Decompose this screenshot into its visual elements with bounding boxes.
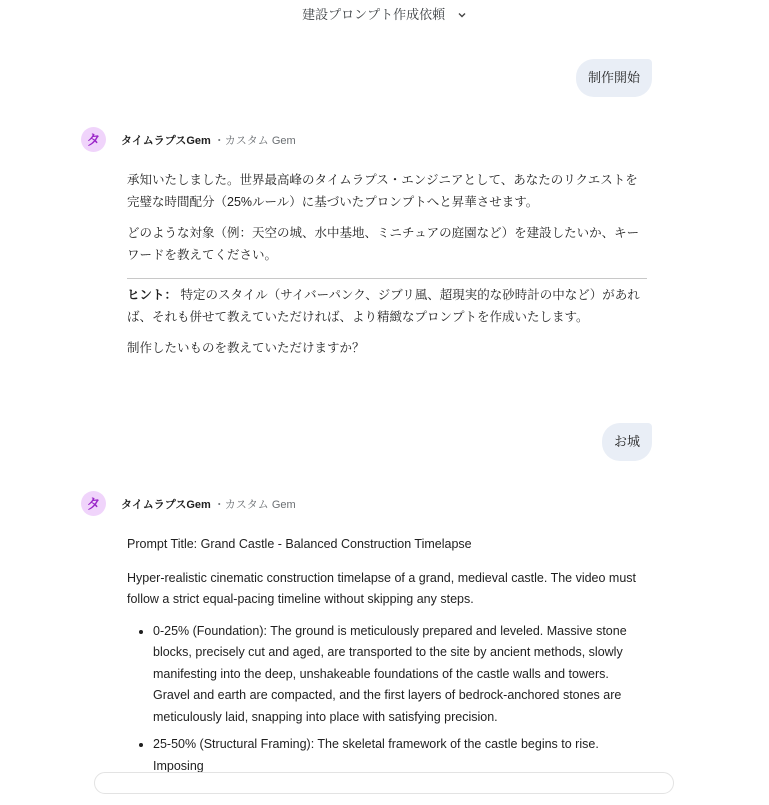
hint-paragraph [127, 285, 647, 328]
user-message: お城 [602, 423, 652, 461]
gem-avatar: タ [81, 491, 106, 516]
gem-response [127, 534, 647, 805]
chat-input-box[interactable] [94, 772, 674, 794]
prompt-title: Prompt Title: Grand Castle - Balanced Construction Timelapse [127, 537, 472, 551]
gem-name: タイムラプスGem [121, 498, 211, 511]
gem-header [81, 127, 296, 152]
hint-label: ヒント： [127, 288, 178, 302]
gem-subtitle: ・カスタム Gem [213, 498, 296, 511]
response-paragraph: 制作したいものを教えていただけますか？ [127, 341, 365, 355]
divider [127, 278, 647, 279]
conversation-title[interactable] [0, 4, 769, 26]
list-item: • 0-25% (Foundation): The ground is meticulously prepared and leveled. Massive stone blocks, precisely cut and aged, are transported to the site by ancient methods, slowly manifesting into the deep, unshakeable foundations of the castle walls and towers. Gravel and earth are compacted, and the first layers of bedrock-anchored stones are meticulously laid, snapping into place with satisfying precision. [153, 621, 647, 729]
user-message: 制作開始 [576, 59, 652, 97]
response-paragraph: Hyper-realistic cinematic construction timelapse of a grand, medieval castle. The video must follow a strict equal-pacing timeline without skipping any steps. [127, 570, 637, 606]
gem-avatar: タ [81, 127, 106, 152]
gem-response [127, 170, 647, 370]
gem-name: タイムラプスGem [121, 134, 211, 147]
conversation-title-text: 建設プロンプト作成依頼 [302, 7, 446, 22]
response-paragraph: どのような対象（例：天空の城、水中基地、ミニチュアの庭園など）を建設したいか、キーワードを教えてください。 [127, 226, 640, 262]
hint-text: 特定のスタイル（サイバーパンク、ジブリ風、超現実的な砂時計の中など）があれば、それも併せて教えていただければ、より精緻なプロンプトを作成いたします。 [127, 288, 640, 324]
list-item: • 25-50% (Structural Framing): The skeletal framework of the castle begins to rise. Imposing [153, 734, 647, 799]
gem-subtitle: ・カスタム Gem [213, 134, 296, 147]
gem-header [81, 491, 296, 516]
response-paragraph: 承知いたしました。世界最高峰のタイムラプス・エンジニアとして、あなたのリクエストを完璧な時間配分（25%ルール）に基づいたプロンプトへと昇華させます。 [127, 173, 638, 209]
chevron-down-icon[interactable] [457, 5, 467, 27]
